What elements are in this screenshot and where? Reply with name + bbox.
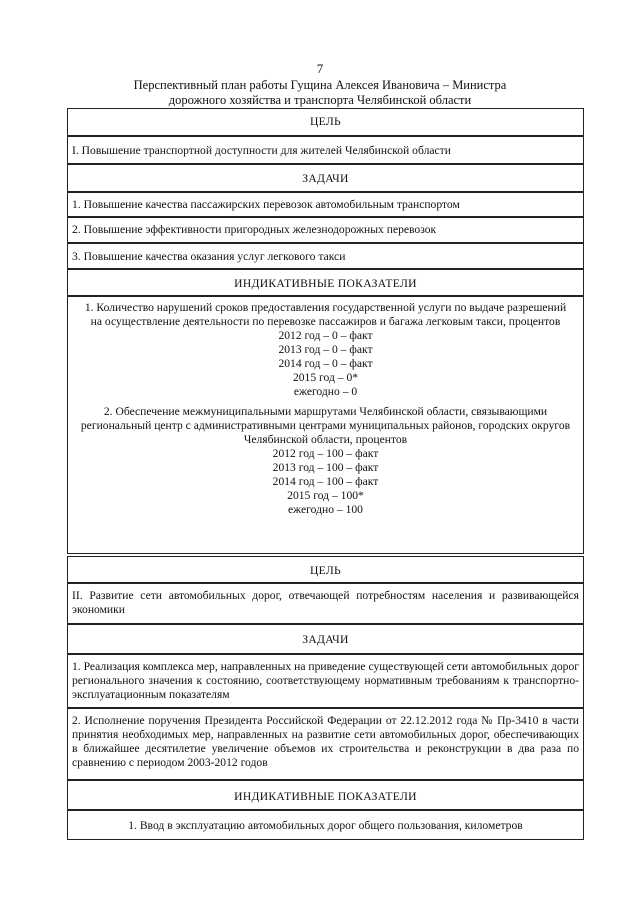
indicators-header-1: ИНДИКАТИВНЫЕ ПОКАЗАТЕЛИ xyxy=(67,269,584,296)
indicator-value: ежегодно – 0 xyxy=(293,385,358,398)
indicators-block-1 xyxy=(67,296,584,554)
indicator-value: 2014 год – 0 – факт xyxy=(278,357,373,370)
indicator-value: 2012 год – 100 – факт xyxy=(272,447,379,460)
indicator-value: 2013 год – 100 – факт xyxy=(272,461,379,474)
tasks-header-2: ЗАДАЧИ xyxy=(67,624,584,654)
tasks-header-1: ЗАДАЧИ xyxy=(67,164,584,192)
goal-1: I. Повышение транспортной доступности для жителей Челябинской области xyxy=(67,136,584,164)
task-2-1: 1. Реализация комплекса мер, направленных на приведение существующей сети автомобильных дорог регионального значения к состоянию, соответствующему нормативным требованиям к транспортно-эксплуатационным показателям xyxy=(67,654,584,708)
indicator-value: 2015 год – 100* xyxy=(287,489,364,502)
indicators-header-2: ИНДИКАТИВНЫЕ ПОКАЗАТЕЛИ xyxy=(67,780,584,810)
task-2-2: 2. Исполнение поручения Президента Российской Федерации от 22.12.2012 года № Пр-3410 в части принятия необходимых мер, направленных на развитие сети автомобильных дорог, обеспечивающих в ближайшее десятилетие увеличение объемов их строительства и реконструкции в два раза по сравнению с периодом 2003-2012 годов xyxy=(67,708,584,780)
goal-2: II. Развитие сети автомобильных дорог, отвечающей потребностям населения и развивающейся экономики xyxy=(67,583,584,624)
indicator-value: 2013 год – 0 – факт xyxy=(278,343,373,356)
indicator-1-2-values xyxy=(68,447,583,517)
indicator-value: 2014 год – 100 – факт xyxy=(272,475,379,488)
title-line-2: дорожного хозяйства и транспорта Челябинской области xyxy=(168,93,472,107)
goal-header-1: ЦЕЛЬ xyxy=(67,108,584,136)
indicator-value: 2015 год – 0* xyxy=(292,371,359,384)
page-number: 7 xyxy=(316,61,324,76)
page-title xyxy=(0,78,640,108)
task-1-3: 3. Повышение качества оказания услуг легкового такси xyxy=(67,243,584,269)
title-line-1: Перспективный план работы Гущина Алексея Ивановича – Министра xyxy=(133,78,507,92)
indicator-value: ежегодно – 100 xyxy=(288,503,363,516)
goal-header-2: ЦЕЛЬ xyxy=(67,556,584,583)
indicator-1-1-text: 1. Количество нарушений сроков предоставления государственной услуги по выдаче разрешений на осуществление деятельности по перевозке пассажиров и багажа легковым такси, процентов xyxy=(84,301,567,328)
task-1-1: 1. Повышение качества пассажирских перевозок автомобильным транспортом xyxy=(67,192,584,217)
indicator-value: 2012 год – 0 – факт xyxy=(278,329,373,342)
indicator-2-1-text: 1. Ввод в эксплуатацию автомобильных дорог общего пользования, километров xyxy=(67,810,584,840)
indicator-1-1-values xyxy=(68,329,583,399)
task-1-2: 2. Повышение эффективности пригородных железнодорожных перевозок xyxy=(67,217,584,243)
indicator-1-2-text: 2. Обеспечение межмуниципальными маршрутами Челябинской области, связывающими региональный центр с административными центрами муниципальных районов, городских округов Челябинской области, процентов xyxy=(80,405,571,446)
